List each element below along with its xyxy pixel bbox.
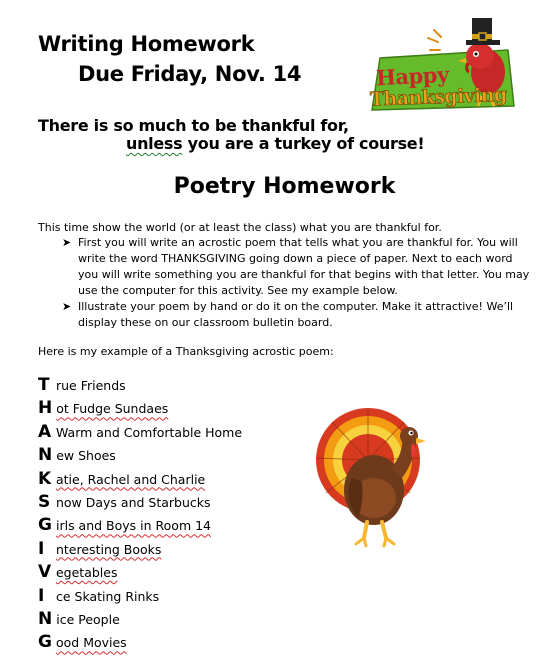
poem-initial: G [38, 632, 52, 653]
title-writing-homework: Writing Homework [38, 32, 255, 56]
poem-line [38, 538, 242, 561]
logo-word-happy: Happy [375, 61, 450, 91]
poem-line [38, 631, 242, 654]
title-due-date: Due Friday, Nov. 14 [78, 62, 302, 86]
poem-initial: N [38, 608, 53, 629]
poem-line [38, 374, 242, 397]
instruction-text: First you will write an acrostic poem that tells what you are thankful for. You will write the word THANKSGIVING going down a piece of paper. Next to each word you will write something you are thankful for that begins with that letter. You may use the computer for this activity. See my example below. [78, 236, 530, 297]
acrostic-poem [38, 374, 242, 655]
poem-initial: I [38, 585, 45, 606]
poem-word: atie, Rachel and Charlie [55, 471, 206, 487]
poem-initial: H [38, 398, 53, 419]
instruction-item [62, 235, 532, 299]
poem-word: ce Skating Rinks [55, 588, 160, 604]
intro-text: This time show the world (or at least the class) what you are thankful for. [38, 221, 442, 234]
logo-word-thanksgiving: Thanksgiving [369, 83, 507, 111]
poem-initial: A [38, 421, 52, 442]
poem-line [38, 421, 242, 444]
poem-word: egetables [55, 565, 118, 581]
instruction-text: Illustrate your poem by hand or do it on the computer. Make it attractive! We’ll display these on our classroom bulletin board. [78, 300, 514, 329]
poem-word: Warm and Comfortable Home [55, 424, 243, 440]
poem-line [38, 468, 242, 491]
poem-word: ice People [56, 611, 120, 627]
instruction-item [62, 299, 532, 331]
poem-initial: G [38, 515, 52, 536]
poem-line [38, 491, 242, 514]
poem-word: ot Fudge Sundaes [56, 401, 169, 417]
arrow-bullet-icon: ➤ [62, 236, 72, 249]
poem-initial: T [38, 375, 50, 395]
arrow-bullet-icon: ➤ [62, 300, 72, 313]
instruction-list [62, 235, 532, 331]
poem-initial: I [38, 538, 45, 559]
poem-line [38, 514, 242, 537]
example-label: Here is my example of a Thanksgiving acrostic poem: [38, 345, 334, 358]
poem-initial: V [38, 562, 52, 583]
thankful-line-2-rest: you are a turkey of course! [182, 134, 425, 153]
poem-initial: N [38, 445, 53, 466]
poem-line [38, 608, 242, 631]
thankful-line-2 [126, 134, 424, 153]
poem-initial: S [38, 491, 51, 512]
poem-initial: K [38, 468, 52, 489]
thankful-line-1: There is so much to be thankful for, [38, 116, 349, 135]
turkey-icon [312, 398, 437, 548]
poem-line [38, 585, 242, 608]
thankful-word-unless: unless [126, 134, 183, 153]
happy-thanksgiving-logo [368, 10, 520, 118]
poem-word: rue Friends [55, 378, 126, 393]
poetry-homework-heading: Poetry Homework [173, 174, 396, 199]
poem-line [38, 397, 242, 420]
poem-line [38, 444, 242, 467]
poem-line [38, 561, 242, 584]
poem-word: ood Movies [55, 635, 127, 651]
poem-word: now Days and Starbucks [55, 494, 211, 510]
poem-word: ew Shoes [56, 448, 116, 464]
poem-word: nteresting Books [55, 541, 162, 557]
poem-word: irls and Boys in Room 14 [55, 518, 211, 534]
